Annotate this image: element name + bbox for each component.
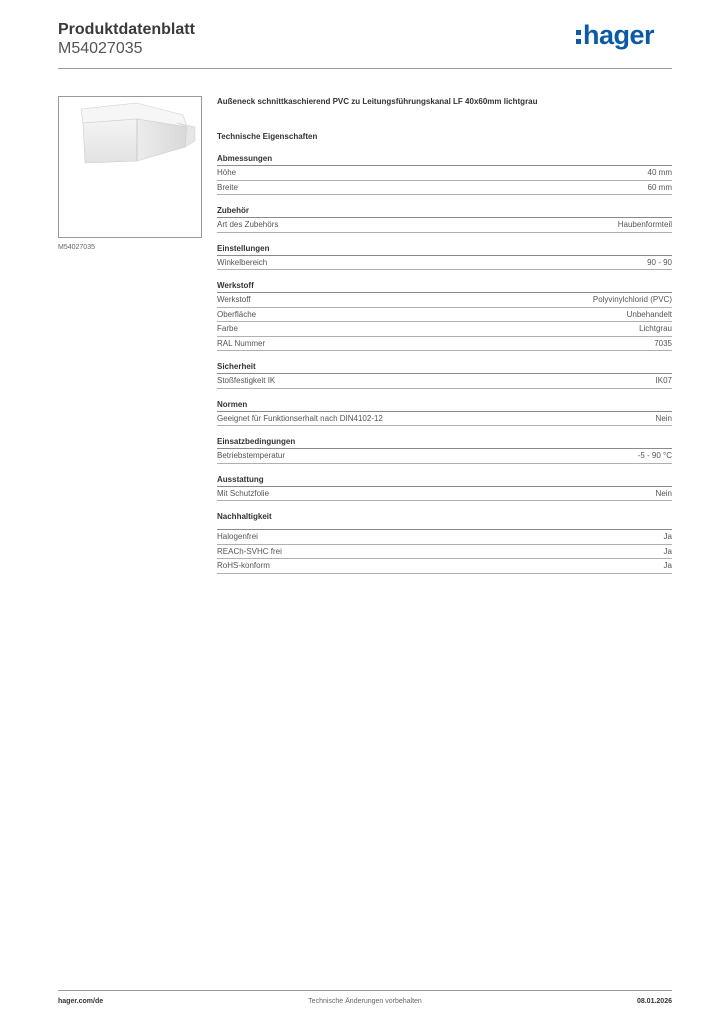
- property-row: [217, 308, 672, 323]
- properties-list: [217, 153, 672, 574]
- section-title: Normen: [217, 399, 672, 412]
- property-value: 90 - 90: [647, 257, 672, 267]
- logo-text: hager: [582, 20, 654, 50]
- section-rows: [217, 487, 672, 502]
- corner-piece-illustration: [59, 97, 201, 237]
- section-title: Zubehör: [217, 205, 672, 218]
- logo-dots-icon: [576, 28, 581, 46]
- image-caption: M54027035: [58, 244, 95, 251]
- property-label: Werkstoff: [217, 295, 251, 304]
- property-value: Ja: [663, 546, 672, 556]
- footer-website[interactable]: hager.com/de: [58, 998, 104, 1005]
- section-title: Einstellungen: [217, 243, 672, 256]
- section-rows: [217, 449, 672, 464]
- property-row: [217, 166, 672, 181]
- section-title: Einsatzbedingungen: [217, 436, 672, 449]
- property-value: Ja: [663, 532, 672, 541]
- section-title: Abmessungen: [217, 153, 672, 166]
- property-label: Winkelbereich: [217, 257, 268, 267]
- property-section: [217, 436, 672, 464]
- property-label: Breite: [217, 182, 238, 192]
- property-row: [217, 449, 672, 464]
- property-section: [217, 205, 672, 233]
- property-value: IK07: [655, 376, 672, 385]
- section-rows: [217, 166, 672, 195]
- header-divider: [58, 68, 672, 69]
- article-number: M54027035: [58, 40, 143, 57]
- property-label: Halogenfrei: [217, 532, 258, 541]
- property-label: RoHS-konform: [217, 561, 270, 570]
- section-rows: [217, 374, 672, 389]
- property-label: Höhe: [217, 168, 237, 177]
- section-title: Sicherheit: [217, 361, 672, 374]
- property-label: RAL Nummer: [217, 338, 266, 348]
- property-value: Nein: [655, 413, 672, 423]
- section-rows: [217, 412, 672, 427]
- property-row: [217, 256, 672, 271]
- technical-properties-title: Technische Eigenschaften: [217, 132, 318, 141]
- property-value: 60 mm: [647, 182, 672, 192]
- property-value: 40 mm: [647, 168, 672, 177]
- property-section: [217, 243, 672, 271]
- property-label: Stoßfestigkeit IK: [217, 376, 276, 385]
- property-row: [217, 530, 672, 545]
- product-details: [217, 96, 672, 574]
- property-section: [217, 153, 672, 195]
- property-row: [217, 293, 672, 308]
- property-value: -5 - 90 °C: [637, 451, 672, 460]
- property-label: Art des Zubehörs: [217, 220, 279, 229]
- section-title: Werkstoff: [217, 280, 672, 293]
- property-row: [217, 374, 672, 389]
- section-title: Nachhaltigkeit: [217, 512, 272, 521]
- section-rows: [217, 218, 672, 233]
- property-row: [217, 487, 672, 502]
- property-value: Lichtgrau: [639, 324, 672, 333]
- product-description: Außeneck schnittkaschierend PVC zu Leitungsführungskanal LF 40x60mm lichtgrau: [217, 97, 538, 106]
- section-rows: [217, 256, 672, 271]
- footer-disclaimer: Technische Änderungen vorbehalten: [308, 998, 422, 1005]
- property-section: [217, 474, 672, 502]
- property-label: Geeignet für Funktionserhalt nach DIN4102-12: [217, 413, 383, 423]
- property-section: [217, 399, 672, 427]
- property-row: [217, 218, 672, 233]
- section-rows: [217, 293, 672, 351]
- property-row: [217, 545, 672, 560]
- property-label: Mit Schutzfolie: [217, 488, 270, 498]
- property-value: Unbehandelt: [626, 309, 672, 319]
- property-value: 7035: [654, 338, 672, 348]
- property-label: Betriebstemperatur: [217, 451, 286, 460]
- property-row: [217, 412, 672, 427]
- page-footer: [58, 998, 672, 1010]
- property-row: [217, 559, 672, 574]
- property-label: Farbe: [217, 324, 238, 333]
- footer-divider: [58, 990, 672, 991]
- property-section: [217, 280, 672, 351]
- property-label: Oberfläche: [217, 309, 257, 319]
- property-label: REACh-SVHC frei: [217, 546, 282, 556]
- property-value: Haubenformteil: [617, 220, 672, 229]
- document-title: Produktdatenblatt: [58, 21, 195, 38]
- hager-logo: [576, 20, 654, 50]
- property-section: [217, 361, 672, 389]
- property-value: Ja: [663, 561, 672, 570]
- section-title: Ausstattung: [217, 474, 672, 487]
- property-value: Polyvinylchlorid (PVC): [592, 295, 672, 304]
- footer-date: 08.01.2026: [636, 998, 672, 1005]
- property-row: [217, 181, 672, 196]
- property-value: Nein: [655, 488, 672, 498]
- property-section: [217, 511, 672, 574]
- product-image: [58, 96, 202, 238]
- section-rows: [217, 529, 672, 574]
- page-header: [58, 20, 672, 68]
- property-row: [217, 337, 672, 352]
- property-row: [217, 322, 672, 337]
